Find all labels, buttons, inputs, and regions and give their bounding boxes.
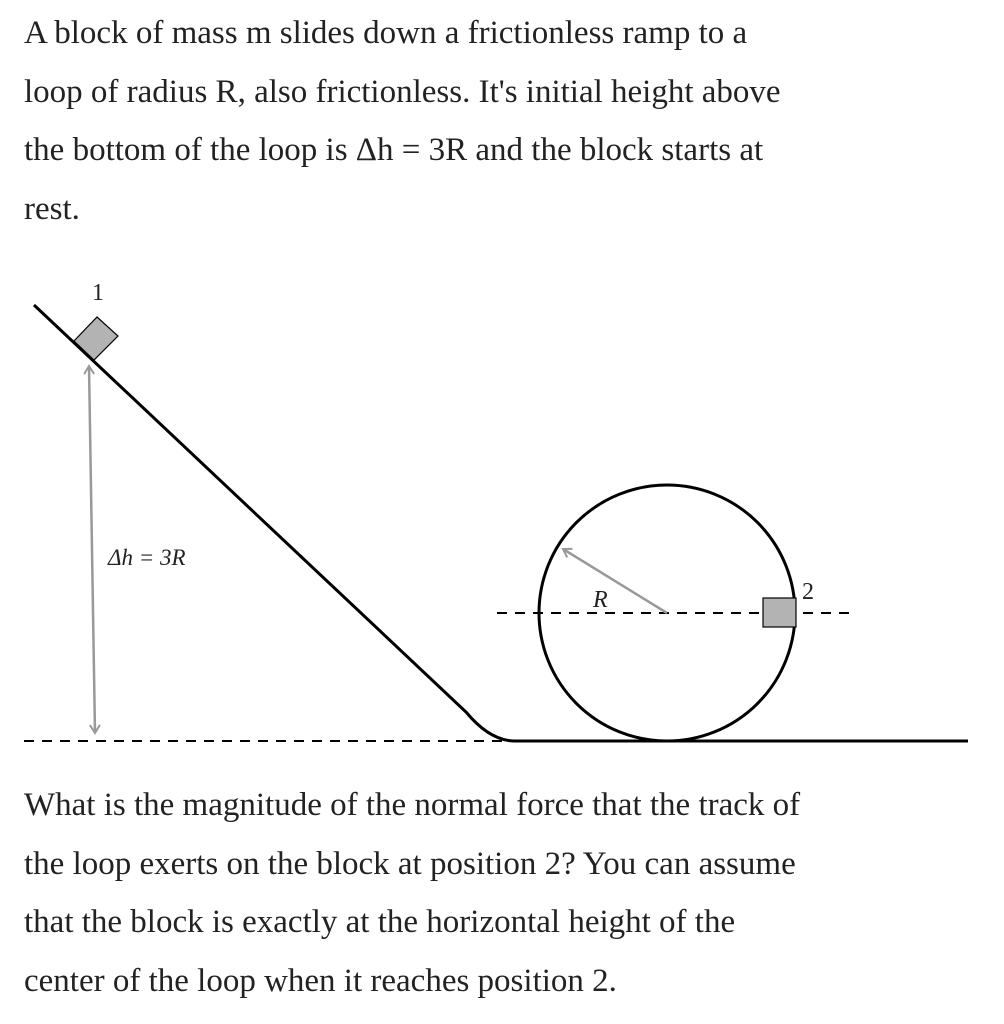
block-position-2 xyxy=(763,598,796,627)
position-1-label: 1 xyxy=(92,280,104,306)
block-position-1 xyxy=(74,317,118,360)
radius-label: R xyxy=(593,587,608,613)
intro-line-4: rest. xyxy=(24,190,80,227)
height-label: Δh = 3R xyxy=(108,545,186,570)
intro-line-1: A block of mass m slides down a frictionless ramp to a xyxy=(24,15,748,51)
ramp-track xyxy=(34,305,968,741)
question-line-3: that the block is exactly at the horizontal height of the xyxy=(24,904,736,940)
question-line-1: What is the magnitude of the normal force that the track of xyxy=(24,787,801,823)
intro-line-3: the bottom of the loop is Δh = 3R and the block starts at xyxy=(24,132,764,168)
height-arrow xyxy=(89,366,95,733)
question-line-4: center of the loop when it reaches position 2. xyxy=(24,962,617,999)
intro-line-2: loop of radius R, also frictionless. It's initial height above xyxy=(24,73,781,110)
problem-question xyxy=(24,776,984,1010)
position-2-label: 2 xyxy=(802,579,814,605)
question-line-2: the loop exerts on the block at position 2? You can assume xyxy=(24,845,796,882)
radius-arrow xyxy=(563,549,667,613)
